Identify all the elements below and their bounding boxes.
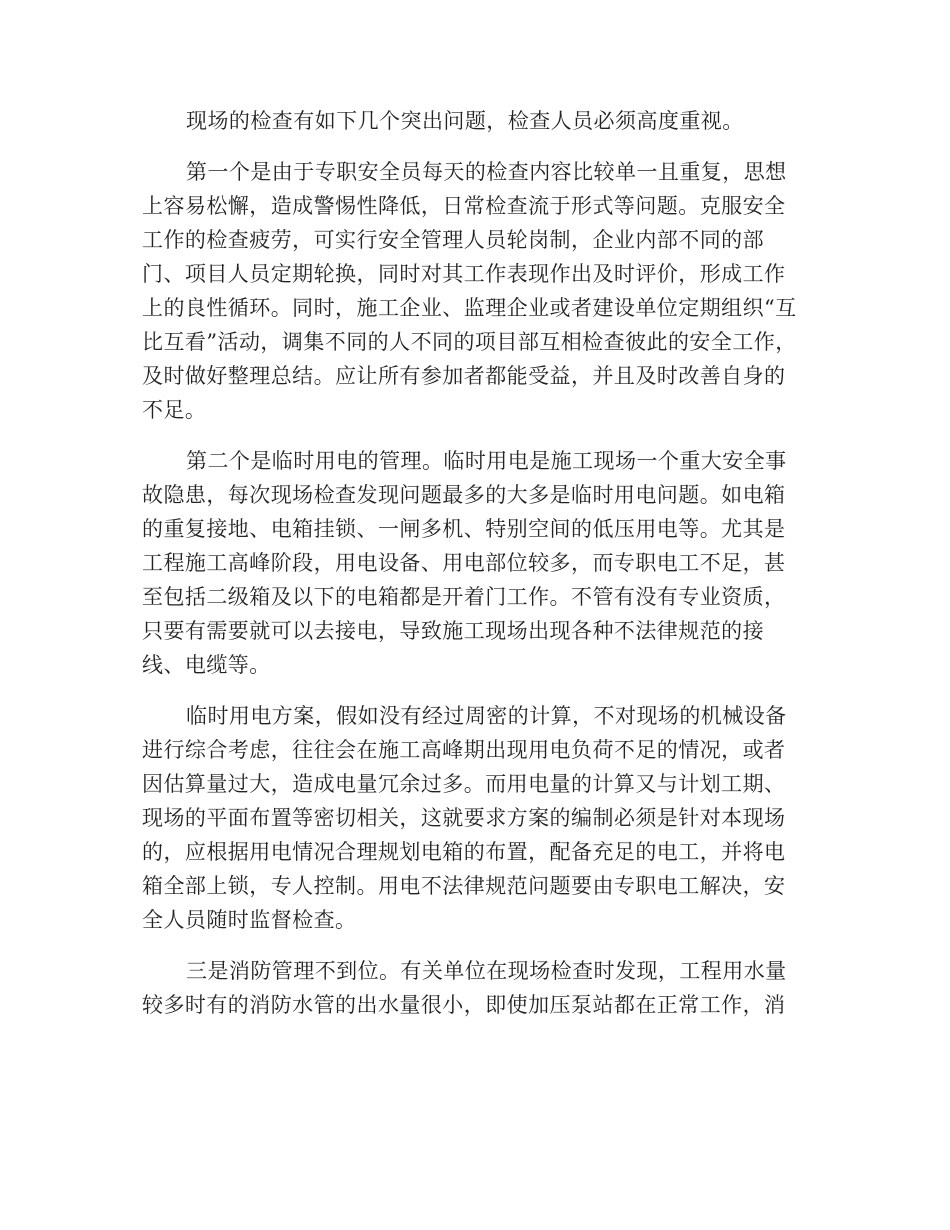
document-body bbox=[142, 104, 802, 1039]
paragraph-fire-management: 三是消防管理不到位。有关单位在现场检查时发现，工程用水量较多时有的消防水管的出水量很小，即使加压泵站都在正常工作，消 bbox=[142, 959, 787, 1017]
paragraph-intro: 现场的检查有如下几个突出问题，检查人员必须高度重视。 bbox=[186, 109, 744, 133]
paragraph-inspection-fatigue: 第一个是由于专职安全员每天的检查内容比较单一且重复，思想上容易松懈，造成警惕性降低，日常检查流于形式等问题。克服安全工作的检查疲劳，可实行安全管理人员轮岗制，企业内部不同的部门、项目人员定期轮换，同时对其工作表现作出及时评价，形成工作上的良性循环。同时，施工企业、监理企业或者建设单位定期组织“互比互看”活动，调集不同的人不同的项目部互相检查彼此的安全工作，及时做好整理总结。应让所有参加者都能受益，并且及时改善自身的不足。 bbox=[142, 160, 797, 422]
paragraph-temporary-electricity: 第二个是临时用电的管理。临时用电是施工现场一个重大安全事故隐患，每次现场检查发现问题最多的大多是临时用电问题。如电箱的重复接地、电箱挂锁、一闸多机、特别空间的低压用电等。尤其是工程施工高峰阶段，用电设备、用电部位较多，而专职电工不足，甚至包括二级箱及以下的电箱都是开着门工作。不管有没有专业资质，只要有需要就可以去接电，导致施工现场出现各种不法律规范的接线、电缆等。 bbox=[142, 449, 787, 677]
paragraph-electricity-plan: 临时用电方案，假如没有经过周密的计算，不对现场的机械设备进行综合考虑，往往会在施工高峰期出现用电负荷不足的情况，或者因估算量过大，造成电量冗余过多。而用电量的计算又与计划工期、现场的平面布置等密切相关，这就要求方案的编制必须是针对本现场的，应根据用电情况合理规划电箱的布置，配备充足的电工，并将电箱全部上锁，专人控制。用电不法律规范问题要由专职电工解决，安全人员随时监督检查。 bbox=[142, 704, 787, 932]
